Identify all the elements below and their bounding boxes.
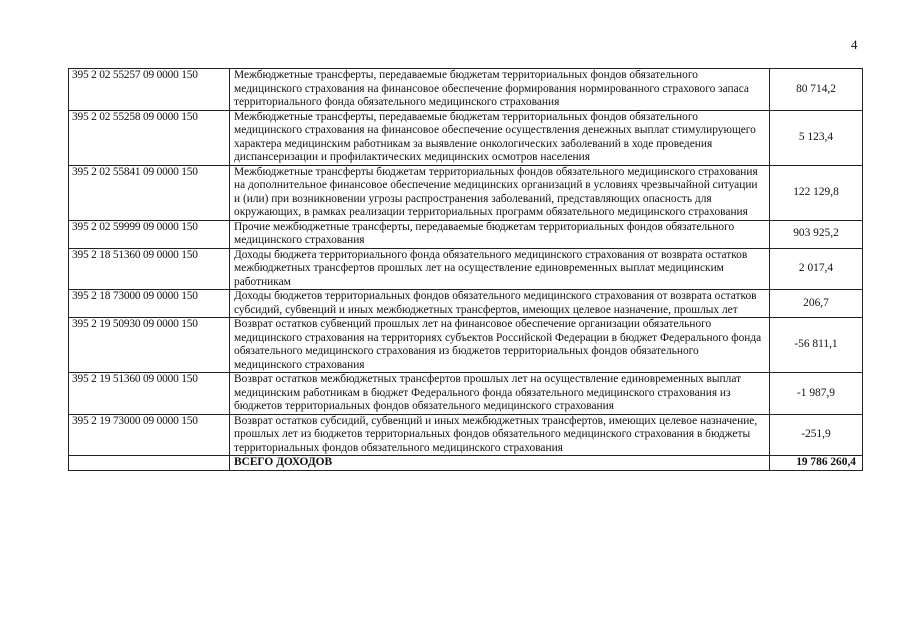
total-code-cell — [69, 456, 230, 471]
budget-code-cell: 395 2 19 50930 09 0000 150 — [69, 318, 230, 373]
revenue-name-cell: Прочие межбюджетные трансферты, передаваемые бюджетам территориальных фондов обязательного медицинского страхования — [230, 220, 770, 248]
budget-code-cell: 395 2 02 55841 09 0000 150 — [69, 165, 230, 220]
amount-cell: -56 811,1 — [770, 318, 863, 373]
amount-cell: -251,9 — [770, 414, 863, 456]
budget-code-cell: 395 2 19 51360 09 0000 150 — [69, 373, 230, 415]
page-number: 4 — [851, 37, 858, 52]
revenue-name-cell: Возврат остатков субсидий, субвенций и иных межбюджетных трансфертов, имеющих целевое назначение, прошлых лет из бюджетов территориальных фондов обязательного медицинского страхования в бюджеты территориальных фондов обязательного медицинского страхования — [230, 414, 770, 456]
revenue-name-cell: Межбюджетные трансферты, передаваемые бюджетам территориальных фондов обязательного медицинского страхования на финансовое обеспечение осуществления денежных выплат стимулирующего характера медицинским работникам за выявление онкологических заболеваний в ходе проведения диспансеризации и профилактических медицинских осмотров населения — [230, 110, 770, 165]
revenue-name-cell: Межбюджетные трансферты, передаваемые бюджетам территориальных фондов обязательного медицинского страхования на финансовое обеспечение формирования нормированного страхового запаса территориального фонда обязательного медицинского страхования — [230, 69, 770, 111]
table-row — [69, 318, 863, 373]
budget-code-cell: 395 2 02 55257 09 0000 150 — [69, 69, 230, 111]
amount-cell: 903 925,2 — [770, 220, 863, 248]
table-row — [69, 414, 863, 456]
amount-cell: 2 017,4 — [770, 248, 863, 290]
budget-code-cell: 395 2 18 51360 09 0000 150 — [69, 248, 230, 290]
total-label: ВСЕГО ДОХОДОВ — [230, 456, 770, 471]
total-row — [69, 456, 863, 471]
amount-cell: 122 129,8 — [770, 165, 863, 220]
revenue-name-cell: Межбюджетные трансферты бюджетам территориальных фондов обязательного медицинского страхования на дополнительное финансовое обеспечение медицинских организаций в условиях чрезвычайной ситуации и (или) при возникновении угрозы распространения заболеваний, представляющих опасность для окружающих, в рамках реализации территориальных программ обязательного медицинского страхования — [230, 165, 770, 220]
revenue-name-cell: Доходы бюджета территориального фонда обязательного медицинского страхования от возврата остатков межбюджетных трансфертов прошлых лет на осуществление единовременных выплат медицинским работникам — [230, 248, 770, 290]
table-row — [69, 373, 863, 415]
revenue-table — [68, 68, 863, 471]
budget-code-cell: 395 2 02 59999 09 0000 150 — [69, 220, 230, 248]
amount-cell: 80 714,2 — [770, 69, 863, 111]
budget-code-cell: 395 2 18 73000 09 0000 150 — [69, 290, 230, 318]
table-row — [69, 165, 863, 220]
budget-code-cell: 395 2 19 73000 09 0000 150 — [69, 414, 230, 456]
amount-cell: 5 123,4 — [770, 110, 863, 165]
amount-cell: 206,7 — [770, 290, 863, 318]
revenue-name-cell: Доходы бюджетов территориальных фондов обязательного медицинского страхования от возврата остатков субсидий, субвенций и иных межбюджетных трансфертов, имеющих целевое назначение, прошлых лет — [230, 290, 770, 318]
revenue-name-cell: Возврат остатков межбюджетных трансфертов прошлых лет на осуществление единовременных выплат медицинским работникам в бюджет Федерального фонда обязательного медицинского страхования из бюджетов территориальных фондов обязательного медицинского страхования — [230, 373, 770, 415]
total-amount: 19 786 260,4 — [770, 456, 863, 471]
revenue-name-cell: Возврат остатков субвенций прошлых лет на финансовое обеспечение организации обязательного медицинского страхования на территориях субъектов Российской Федерации в бюджет Федерального фонда обязательного медицинского страхования из бюджетов территориальных фондов обязательного медицинского страхования — [230, 318, 770, 373]
table-row — [69, 69, 863, 111]
amount-cell: -1 987,9 — [770, 373, 863, 415]
table-row — [69, 248, 863, 290]
budget-code-cell: 395 2 02 55258 09 0000 150 — [69, 110, 230, 165]
table-row — [69, 290, 863, 318]
table-row — [69, 220, 863, 248]
table-row — [69, 110, 863, 165]
